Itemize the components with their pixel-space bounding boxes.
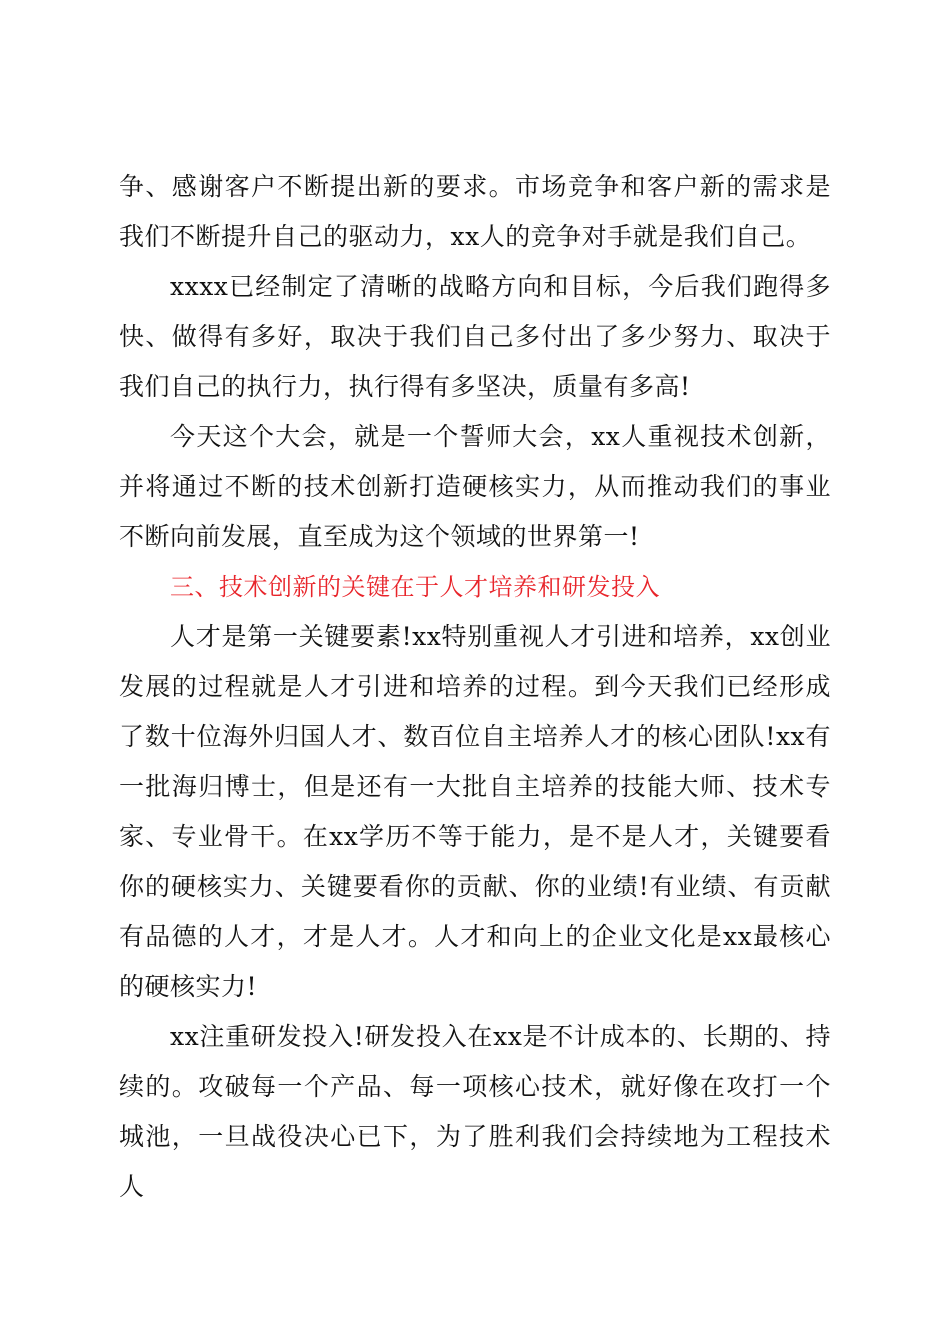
paragraph-continuation: 争、感谢客户不断提出新的要求。市场竞争和客户新的需求是我们不断提升自己的驱动力，xx人的竞争对手就是我们自己。 [119,172,831,251]
paragraph-oath-meeting: 今天这个大会，就是一个誓师大会，xx人重视技术创新，并将通过不断的技术创新打造硬核实力，从而推动我们的事业不断向前发展，直至成为这个领域的世界第一! [119,422,831,551]
paragraph-rnd-investment: xx注重研发投入!研发投入在xx是不计成本的、长期的、持续的。攻破每一个产品、每一项核心技术，就好像在攻打一个城池，一旦战役决心已下，为了胜利我们会持续地为工程技术人 [119,1022,831,1201]
document-body [119,162,831,1212]
section-heading: 三、技术创新的关键在于人才培养和研发投入 [170,573,660,601]
paragraph-talent: 人才是第一关键要素!xx特别重视人才引进和培养，xx创业发展的过程就是人才引进和培养的过程。到今天我们已经形成了数十位海外归国人才、数百位自主培养人才的核心团队!xx有一批海归博士，但是还有一大批自主培养的技能大师、技术专家、专业骨干。在xx学历不等于能力，是不是人才，关键要看你的硬核实力、关键要看你的贡献、你的业绩!有业绩、有贡献有品德的人才，才是人才。人才和向上的企业文化是xx最核心的硬核实力! [119,622,831,1001]
paragraph-strategy: xxxx已经制定了清晰的战略方向和目标，今后我们跑得多快、做得有多好，取决于我们自己多付出了多少努力、取决于我们自己的执行力，执行得有多坚决，质量有多高! [119,272,831,401]
